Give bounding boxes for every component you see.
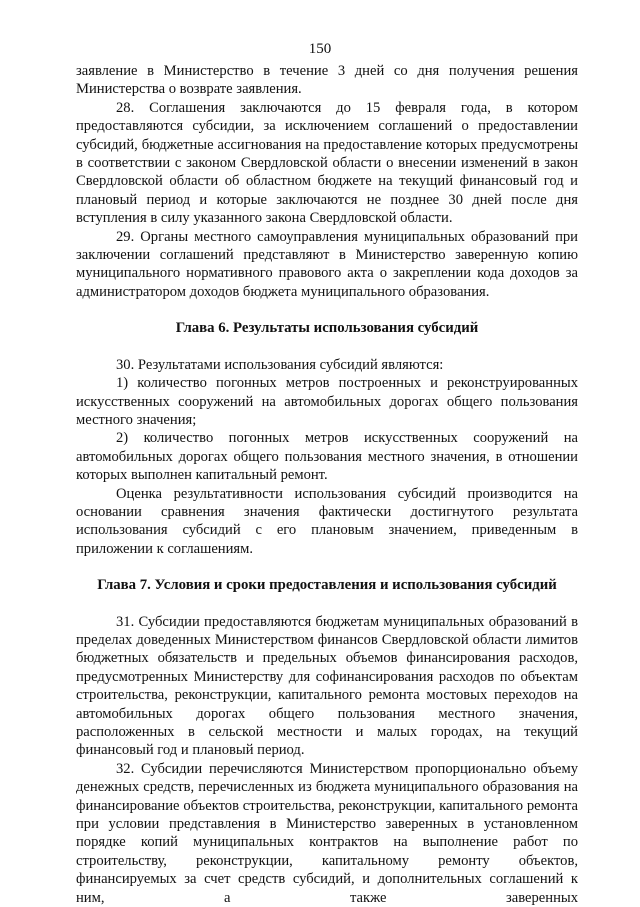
paragraph-30-item-2: 2) количество погонных метров искусственных сооружений на автомобильных дорогах общего пользования местного значения, в отношении которых выполнен капитальный ремонт. xyxy=(76,430,578,484)
paragraph-29: 29. Органы местного самоуправления муниципальных образований при заключении соглашений представляют в Министерство заверенную копию муниципального нормативного правового акта о закреплении кода доходов за администратором доходов бюджета муниципального образования. xyxy=(76,228,578,300)
paragraph-30-item-1: 1) количество погонных метров построенных и реконструированных искусственных сооружений на автомобильных дорогах общего пользования местного значения; xyxy=(76,375,578,428)
chapter-6-heading: Глава 6. Результаты использования субсидий xyxy=(175,320,479,337)
paragraph-evaluation: Оценка результативности использования субсидий производится на основании сравнения значения фактически достигнутого результата использования субсидий с его плановым значением, приведенным в приложении к соглашениям. xyxy=(76,485,578,557)
paragraph-31: 31. Субсидии предоставляются бюджетам муниципальных образований в пределах доведенных Министерством финансов Свердловской области лимитов бюджетных обязательств и предельных объемов финансирования расходов, предусмотренных Министерству для софинансирования расходов по объектам строительства, реконструкции, капитального ремонта мостовых переходов на автомобильных дорогах общего пользования местного значения, расположенных в сельской местности и малых городах, на текущий финансовый год и плановый период. xyxy=(76,613,578,759)
paragraph-28: 28. Соглашения заключаются до 15 февраля года, в котором предоставляются субсидии, за исключением соглашений о предоставлении субсидий, бюджетные ассигнования на предоставление которых предусмотрены в соответствии с законом Свердловской области о внесении изменений в закон Свердловской области об областном бюджете на текущий финансовый год и плановый период и которые заключаются не позднее 30 дней после дня вступления в силу указанного закона Свердловской области. xyxy=(76,99,578,227)
paragraph-30: 30. Результатами использования субсидий являются: xyxy=(116,356,444,373)
document-body xyxy=(76,62,578,907)
page-number: 150 xyxy=(308,41,332,57)
chapter-7-heading: Глава 7. Условия и сроки предоставления и использования субсидий xyxy=(97,577,557,594)
paragraph-continuation: заявление в Министерство в течение 3 дней со дня получения решения Министерства о возврате заявления. xyxy=(76,63,578,98)
paragraph-32: 32. Субсидии перечисляются Министерством пропорционально объему денежных средств, перечисленных из бюджета муниципального образования на финансирование объектов строительства, реконструкции, капитального ремонта при условии представления в Министерство заверенных в установленном порядке копий муниципальных контрактов на выполнение работ по строительству, реконструкции, капитальному ремонту объектов, финансируемых за счет средств субсидий, и дополнительных соглашений к ним, а также заверенных xyxy=(76,760,578,906)
